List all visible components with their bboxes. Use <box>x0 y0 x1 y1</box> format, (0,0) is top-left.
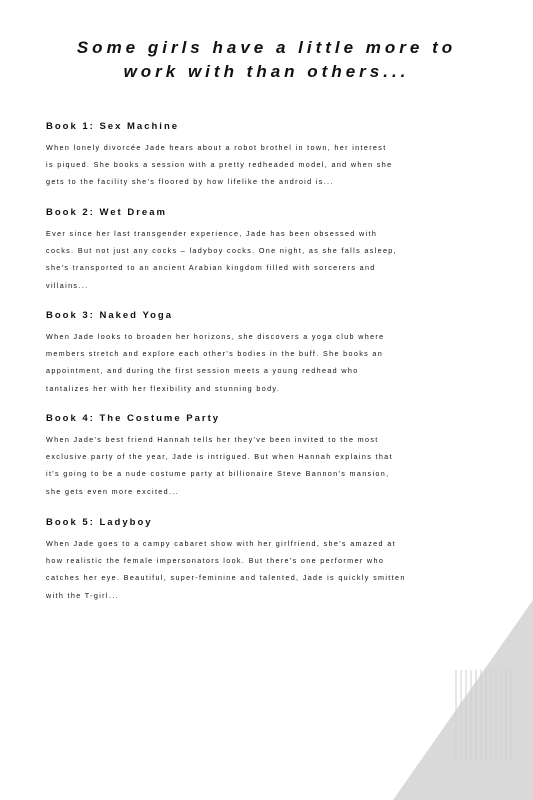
book-3-section <box>46 309 506 397</box>
headline-line-1: Some girls have a little more to <box>76 38 457 57</box>
book-5-section <box>46 516 506 604</box>
book-1-line: gets to the facility she's floored by how lifelike the android is... <box>46 177 334 187</box>
book-4-line: exclusive party of the year, Jade is intrigued. But when Hannah explains that <box>46 452 393 462</box>
book-3-line: members stretch and explore each other's bodies in the buff. She books an <box>46 349 384 359</box>
book-1-description <box>46 139 506 191</box>
book-5-description <box>46 535 506 604</box>
book-2-line: villains... <box>46 280 89 290</box>
book-5-line: catches her eye. Beautiful, super-feminine and talented, Jade is quickly smitten <box>46 573 406 583</box>
headline-line-2: work with than others... <box>123 62 410 81</box>
book-2-line: cocks. But not just any cocks – ladyboy cocks. One night, as she falls asleep, <box>46 246 397 256</box>
book-1-section <box>46 120 506 191</box>
book-2-section <box>46 206 506 294</box>
book-3-title: Book 3: Naked Yoga <box>46 310 173 321</box>
book-1-title: Book 1: Sex Machine <box>46 121 180 132</box>
book-4-section <box>46 412 506 500</box>
book-2-title: Book 2: Wet Dream <box>46 207 167 218</box>
book-2-line: Ever since her last transgender experience, Jade has been obsessed with <box>46 229 378 238</box>
book-4-line: When Jade's best friend Hannah tells her they've been invited to the most <box>46 435 379 444</box>
book-5-line: When Jade goes to a campy cabaret show with her girlfriend, she's amazed at <box>46 539 396 548</box>
book-3-line: appointment, and during the first session meets a young redhead who <box>46 366 359 376</box>
book-5-title: Book 5: Ladyboy <box>46 517 153 528</box>
book-2-line: she's transported to an ancient Arabian kingdom filled with sorcerers and <box>46 263 376 273</box>
headline <box>0 36 533 84</box>
book-1-line: is piqued. She books a session with a pretty redheaded model, and when she <box>46 160 393 170</box>
corner-watermark-stripes <box>455 670 515 760</box>
book-2-description <box>46 225 506 294</box>
book-3-line: tantalizes her with her flexibility and stunning body. <box>46 383 281 393</box>
book-4-title: Book 4: The Costume Party <box>46 413 221 424</box>
book-5-line: with the T-girl... <box>46 590 119 600</box>
book-4-line: it's going to be a nude costume party at billionaire Steve Bannon's mansion, <box>46 469 390 479</box>
book-5-line: how realistic the female impersonators look. But there's one performer who <box>46 556 385 566</box>
book-1-line: When lonely divorcée Jade hears about a robot brothel in town, her interest <box>46 143 387 152</box>
book-4-line: she gets even more excited... <box>46 486 180 496</box>
book-3-description <box>46 328 506 397</box>
book-3-line: When Jade looks to broaden her horizons, she discovers a yoga club where <box>46 332 385 341</box>
book-4-description <box>46 431 506 500</box>
